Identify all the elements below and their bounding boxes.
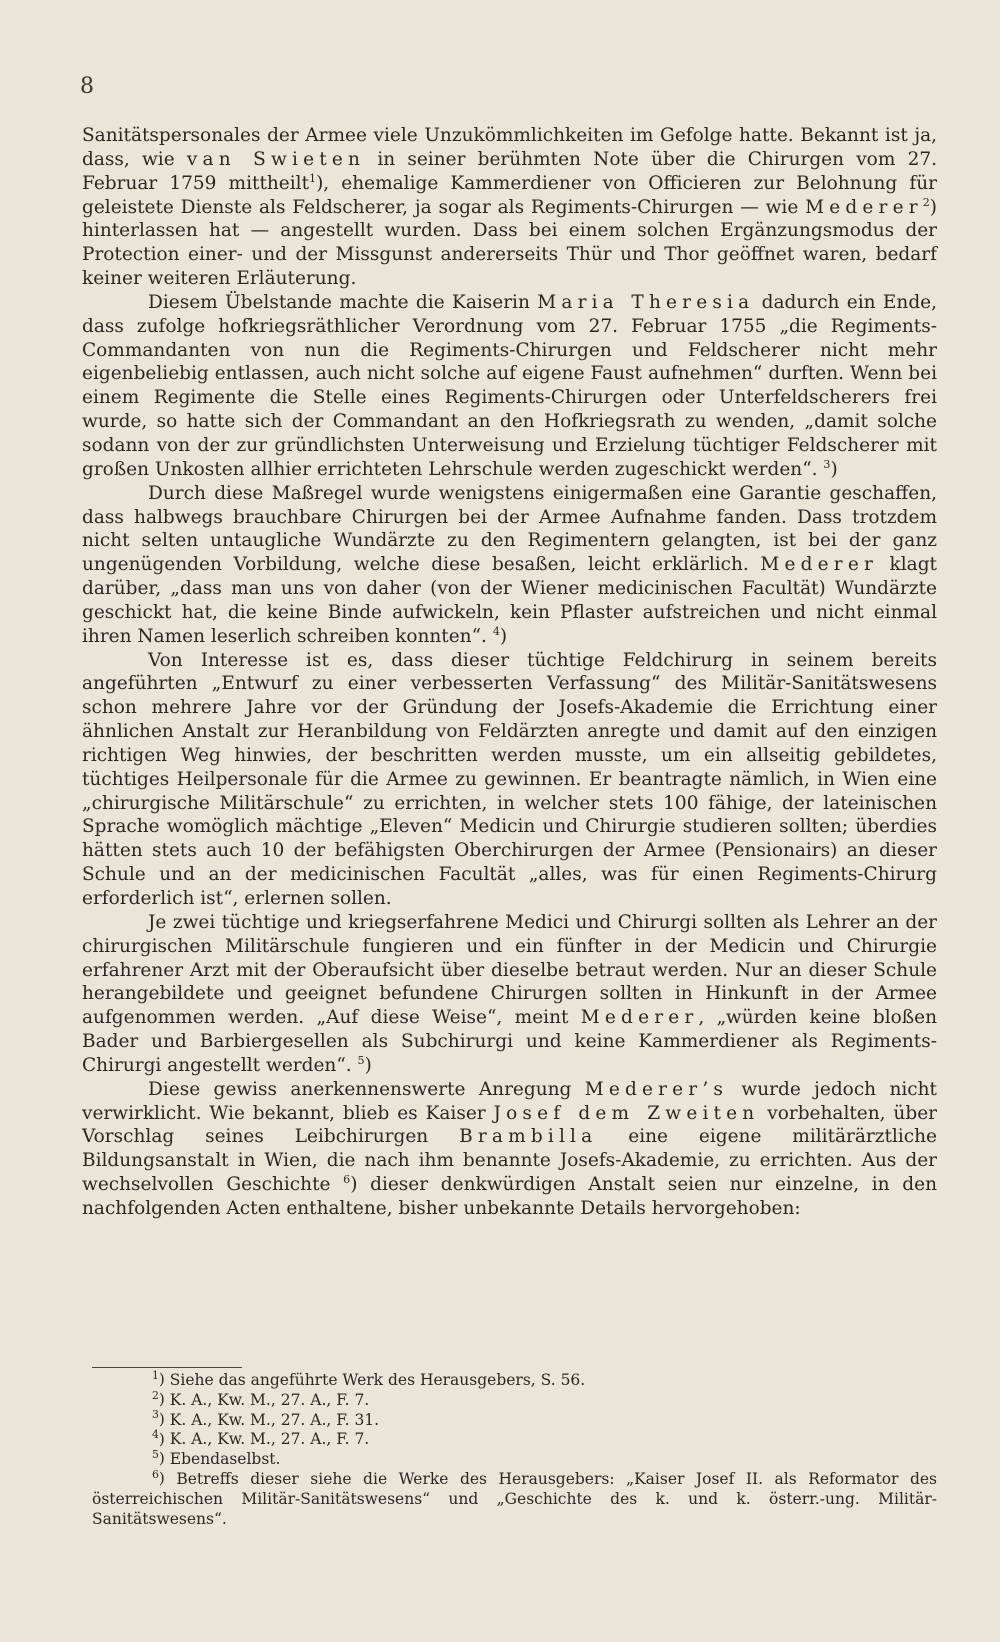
paragraph [82, 911, 937, 1078]
footnote-text: Siehe das angeführte Werk des Herausgebers, S. 56. [169, 1371, 586, 1389]
paragraph [82, 1078, 937, 1221]
text-run: eine eigene militärärztliche Bildungsanstalt in Wien, die nach ihm benannte Josefs-Akademie, zu errichten. Aus der wechselvollen Geschichte [82, 1126, 937, 1196]
text-run: Diese gewiss anerkennenswerte Anregung [148, 1078, 585, 1100]
footnote-text: Ebendaselbst. [169, 1450, 281, 1469]
footnote-text: K. A., Kw. M., 27. A., F. 7. [169, 1430, 370, 1449]
paragraph [82, 482, 937, 649]
footnote [92, 1450, 937, 1470]
footnotes [92, 1368, 937, 1529]
text-run: in seiner berühmten Note über die Chirurgen vom 27. Februar 1759 mittheilt [82, 148, 937, 194]
footnote-mark: $^5$ ) [152, 1448, 165, 1461]
paragraph [82, 124, 937, 291]
footnote-mark: $^4$ ) [152, 1428, 165, 1441]
text-run: Von Interesse ist es, dass dieser tüchtige Feldchirurg in seinem bereits angeführten „Entwurf zu einer verbesserten Verfassung“ des Militär-Sanitätswesens schon mehrere Jahre vor der Gründung der Josefs-Akademie die Errichtung einer ähnlichen Anstalt zur Heranbildung von Feldärzten anregte und damit auf den einzigen richtigen Weg hinwies, der beschritten werden musste, um ein allseitig gebildetes, tüchtiges Heilpersonale für die Armee zu gewinnen. Er beantragte nämlich, in Wien eine „chirurgische Militärschule“ zu errichten, in welcher stets 100 fähige, der lateinischen Sprache womöglich mächtige „Eleven“ Medicin und Chirurgie studieren sollten; überdies hätten stets auch 10 der befähigsten Oberchirurgen der Armee (Pensionairs) an dieser Schule und an der medicinischen Facultät „alles, was für einen Regiments-Chirurg erforderlich ist“, erlernen sollen. [82, 649, 937, 909]
page-number: 8 [80, 74, 94, 99]
footnote-reference: 1 [309, 171, 317, 185]
text-run: Diesem Übelstande machte die Kaiserin [148, 291, 538, 313]
footnote [92, 1430, 937, 1450]
emphasized-name: Mederer [805, 196, 923, 218]
text-run: Sanitätspersonales der Armee viele Unzukömmlichkeiten im Gefolge hatte. Bekannt ist ja, dass, wie [82, 125, 937, 170]
emphasized-name: van Swieten [186, 148, 366, 170]
emphasized-name: Maria Theresia [537, 291, 755, 313]
text-run: ) dieser denkwürdigen Anstalt seien nur einzelne, in den nachfolgenden Acten enthaltene, bisher unbekannte Details hervorgehoben: [82, 1174, 937, 1219]
footnote-reference: 5 [357, 1053, 365, 1067]
paragraph [82, 649, 937, 911]
footnote-mark: $^1$ ) [152, 1369, 165, 1382]
footnote-separator [92, 1367, 242, 1368]
footnote-reference: 2 [922, 195, 930, 209]
footnote-reference: 3 [823, 457, 831, 471]
text-run: ) hinterlassen hat — angestellt wurden. Dass bei einem solchen Ergänzungsmodus der Protection einer- und der Missgunst andererseits Thür und Thor geöffnet waren, bedarf keiner weiteren Erläuterung. [82, 196, 937, 290]
text-run: ) [830, 458, 838, 480]
footnote-reference: 6 [343, 1172, 351, 1186]
footnote [92, 1388, 937, 1411]
text-run: , „würden keine bloßen Bader und Barbiergesellen als Subchirurgi und keine Kammerdiener als Regiments-Chirurgi angestellt werden“. [82, 1007, 937, 1076]
footnote [92, 1408, 937, 1431]
text-run: ) [364, 1054, 372, 1076]
text-run: Je zwei tüchtige und kriegserfahrene Medici und Chirurgi sollten als Lehrer an der chirurgischen Militärschule fungieren und ein fünfter in der Medicin und Chirurgie erfahrener Arzt mit der Oberaufsicht über dieselbe betraut werden. Nur an dieser Schule herangebildete und geeignet befundene Chirurgen sollten in Hinkunft in der Armee aufgenommen werden. „Auf diese Weise“, meint [82, 911, 937, 1029]
footnote-text: Betreffs dieser siehe die Werke des Herausgebers: „Kaiser Josef II. als Reformator des österreichischen Militär-Sanitätswesens“ und „Geschichte des k. und k. österr.-ung. Militär-Sanitätswesens“. [92, 1469, 937, 1528]
footnote-reference: 4 [492, 624, 500, 638]
footnote-mark: $^2$ ) [152, 1389, 165, 1402]
text-run: dadurch ein Ende, dass zufolge hofkriegsräthlicher Verordnung vom 27. Februar 1755 „die Regiments-Commandanten von nun die Regiments-Chirurgen und Feldscherer nicht mehr eigenbeliebig entlassen, auch nicht solche auf eigene Faust aufnehmen“ durften. Wenn bei einem Regimente die Stelle eines Regiments-Chirurgen oder Unterfeldscherers frei wurde, so hatte sich der Commandant an den Hofkriegsrath zu wenden, „damit solche sodann von der zur gründlichsten Unterweisung und Erzielung tüchtiger Feldscherer mit großen Unkosten allhier errichteten Lehrschule werden zugeschickt werden“. [82, 291, 937, 480]
emphasized-name: Mederer [760, 554, 878, 576]
footnote-mark: $^6$ ) [152, 1468, 165, 1481]
footnote-mark: $^3$ ) [152, 1408, 165, 1421]
paragraph [82, 291, 937, 482]
footnote-text: K. A., Kw. M., 27. A., F. 7. [169, 1390, 370, 1409]
text-run: vorbehalten, über Vorschlag seines Leibchirurgen [82, 1102, 937, 1148]
footnote-text: K. A., Kw. M., 27. A., F. 31. [169, 1410, 380, 1429]
footnote [92, 1368, 937, 1391]
text-run: klagt darüber, „dass man uns von daher (von der Wiener medicinischen Facultät) Wundärzte geschickt hat, die keine Binde aufwickeln, kein Pflaster aufstreichen und nicht einmal ihren Namen leserlich schreiben konnten“. [82, 554, 937, 647]
emphasized-name: Mederer [580, 1007, 699, 1029]
emphasized-name: Brambilla [459, 1126, 598, 1148]
text-run: wurde jedoch nicht verwirklicht. Wie bekannt, blieb es Kaiser [82, 1078, 937, 1124]
text-run: ) [499, 625, 508, 647]
body-text [82, 124, 937, 1221]
emphasized-name: Mederer’s [584, 1078, 729, 1100]
emphasized-name: Josef dem Zweiten [493, 1102, 760, 1124]
text-run: Durch diese Maßregel wurde wenigstens einigermaßen eine Garantie geschaffen, dass halbwegs brauchbare Chirurgen bei der Armee Aufnahme fanden. Dass trotzdem nicht selten untaugliche Wundärzte zu den Regimentern gelangten, ist bei der ganz ungenügenden Vorbildung, welche diese besaßen, leicht erklärlich. [82, 482, 937, 576]
text-run: ), ehemalige Kammerdiener von Officieren zur Belohnung für geleistete Dienste als Feldscherer, ja sogar als Regiments-Chirurgen — wie [82, 172, 937, 218]
footnote [92, 1467, 937, 1529]
